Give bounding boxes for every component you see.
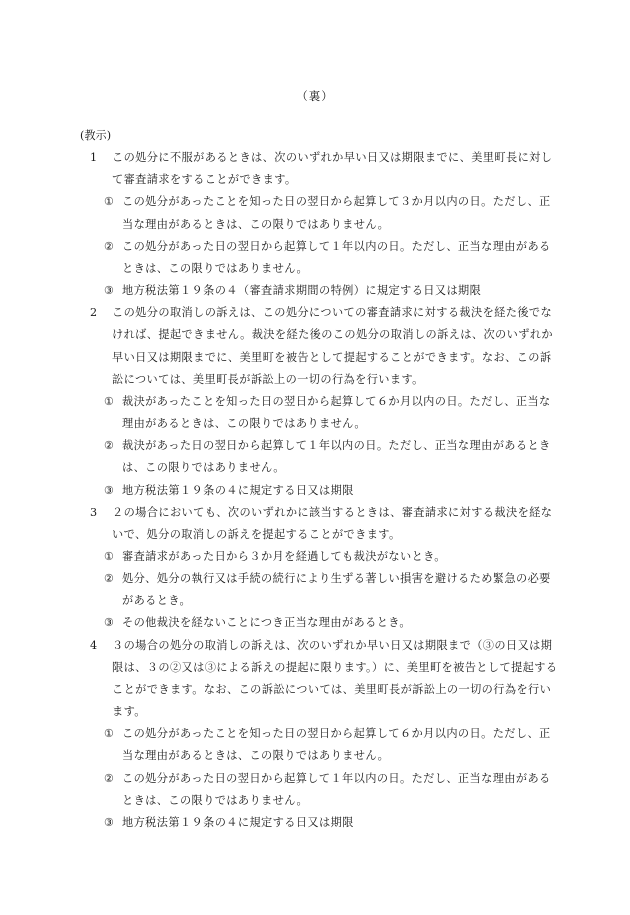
notice-item-2 (80, 302, 558, 391)
notice-body (80, 125, 558, 834)
notice-item-2-sub-2 (80, 435, 558, 479)
sub-item-text: この処分があったことを知った日の翌日から起算して３か月以内の日。ただし、正当な理由があるときは、この限りではありません。 (122, 195, 551, 231)
item-number: 3 (90, 505, 98, 519)
sub-item-text: その他裁決を経ないことにつき正当な理由があるとき。 (122, 616, 412, 630)
page-header: （裏） (296, 89, 334, 103)
notice-item-3-sub-3 (80, 612, 558, 634)
notice-item-3 (80, 502, 558, 546)
item-text: ２の場合においても、次のいずれかに該当するときは、審査請求に対する裁決を経ないで、処分の取消しの訴えを提起することができます。 (112, 505, 553, 541)
sub-item-number: ③ (104, 483, 115, 497)
sub-item-text: 地方税法第１９条の４に規定する日又は期限 (122, 483, 354, 497)
notice-item-3-sub-1 (80, 546, 558, 568)
item-number: 2 (90, 306, 98, 320)
notice-item-4-sub-1 (80, 723, 558, 767)
notice-title: (教示) (80, 129, 112, 142)
sub-item-number: ② (104, 572, 115, 586)
notice-item-4-sub-3 (80, 812, 558, 834)
sub-item-number: ① (104, 549, 115, 563)
item-text: この処分の取消しの訴えは、この処分についての審査請求に対する裁決を経た後でなければ、提起できません。裁決を経た後のこの処分の取消しの訴えは、次のいずれか早い日又は期限までに、美里町を被告として提起することができます。なお、この訴訟については、美里町長が訴訟上の一切の行為を行います。 (112, 306, 553, 386)
sub-item-number: ③ (104, 815, 115, 829)
sub-item-text: 処分、処分の執行又は手続の続行により生ずる著しい損害を避けるため緊急の必要があるとき。 (122, 572, 551, 608)
notice-item-4-sub-2 (80, 768, 558, 812)
sub-item-number: ① (104, 195, 115, 209)
sub-item-number: ② (104, 239, 115, 253)
sub-item-text: この処分があった日の翌日から起算して１年以内の日。ただし、正当な理由があるときは、この限りではありません。 (122, 239, 551, 275)
sub-item-number: ① (104, 394, 115, 408)
notice-item-2-sub-1 (80, 391, 558, 435)
sub-item-text: この処分があった日の翌日から起算して１年以内の日。ただし、正当な理由があるときは、この限りではありません。 (122, 771, 551, 807)
item-number: 4 (90, 638, 98, 652)
sub-item-text: 地方税法第１９条の４（審査請求期間の特例）に規定する日又は期限 (122, 284, 482, 298)
notice-item-2-sub-3 (80, 480, 558, 502)
sub-item-text: 地方税法第１９条の４に規定する日又は期限 (122, 815, 354, 829)
sub-item-number: ③ (104, 616, 115, 630)
notice-item-4 (80, 635, 558, 724)
notice-item-1 (80, 147, 558, 191)
notice-item-3-sub-2 (80, 568, 558, 612)
notice-item-1-sub-3 (80, 280, 558, 302)
item-number: 1 (90, 151, 98, 165)
sub-item-number: ③ (104, 284, 115, 298)
item-text: この処分に不服があるときは、次のいずれか早い日又は期限までに、美里町長に対して審査請求をすることができます。 (112, 151, 553, 187)
sub-item-number: ② (104, 771, 115, 785)
sub-item-number: ② (104, 439, 115, 453)
sub-item-text: 裁決があったことを知った日の翌日から起算して６か月以内の日。ただし、正当な理由があるときは、この限りではありません。 (122, 394, 551, 431)
notice-item-1-sub-1 (80, 191, 558, 235)
sub-item-text: 審査請求があった日から３か月を経過しても裁決がないとき。 (122, 549, 446, 563)
notice-item-1-sub-2 (80, 236, 558, 280)
sub-item-text: 裁決があった日の翌日から起算して１年以内の日。ただし、正当な理由があるときは、この限りではありません。 (122, 439, 551, 475)
item-text: ３の場合の処分の取消しの訴えは、次のいずれか早い日又は期限まで（③の日又は期限は、３の②又は③による訴えの提起に限ります。）に、美里町を被告として提起することができます。なお、この訴訟については、美里町長が訴訟上の一切の行為を行います。 (112, 638, 558, 719)
sub-item-number: ① (104, 727, 115, 741)
sub-item-text: この処分があったことを知った日の翌日から起算して６か月以内の日。ただし、正当な理由があるときは、この限りではありません。 (122, 727, 551, 763)
